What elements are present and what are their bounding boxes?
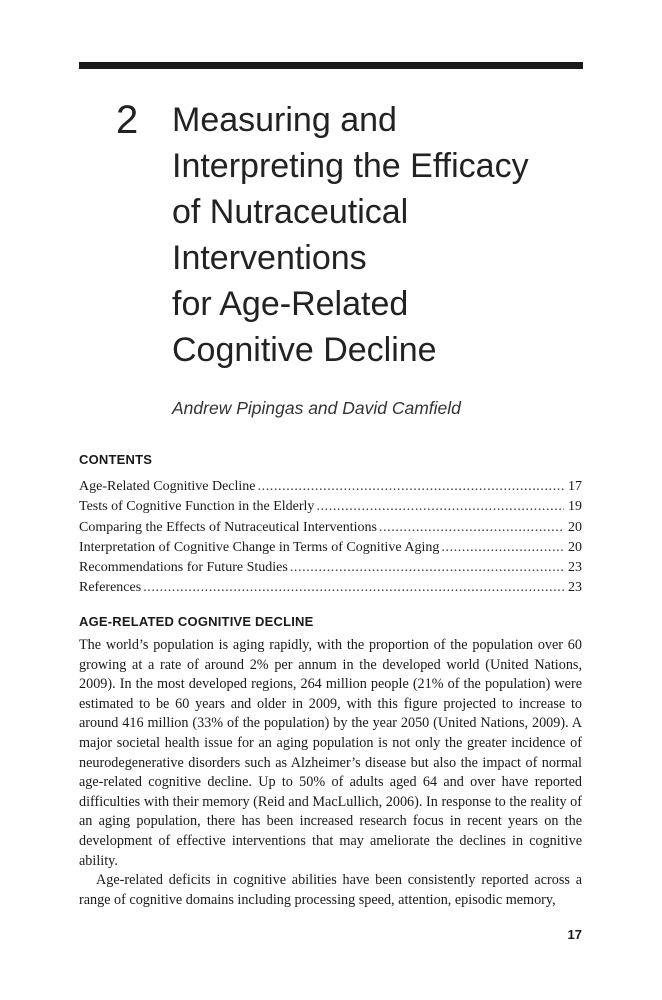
page-number: 17 xyxy=(567,927,582,942)
toc-entry-page: 19 xyxy=(568,499,582,515)
title-line: for Age-Related xyxy=(172,285,409,323)
title-line: Interventions xyxy=(172,239,367,277)
toc-entry[interactable] xyxy=(79,558,582,578)
section-heading: AGE-RELATED COGNITIVE DECLINE xyxy=(79,614,314,629)
toc-entry-title: References xyxy=(79,580,142,596)
table-of-contents xyxy=(79,477,582,599)
toc-entry[interactable] xyxy=(79,578,582,598)
toc-entry-page: 20 xyxy=(568,519,582,535)
chapter-title xyxy=(172,97,592,373)
toc-leader xyxy=(316,497,564,517)
toc-leader xyxy=(143,578,564,598)
toc-entry-title: Recommendations for Future Studies xyxy=(79,560,288,576)
chapter-number: 2 xyxy=(116,98,139,142)
title-line: Measuring and xyxy=(172,101,397,139)
toc-entry-page: 17 xyxy=(568,479,582,494)
toc-entry-title: Age-Related Cognitive Decline xyxy=(79,479,256,494)
title-line: of Nutraceutical xyxy=(172,193,409,231)
toc-entry-title: Interpretation of Cognitive Change in Terms of Cognitive Aging xyxy=(79,539,440,555)
toc-entry-title: Comparing the Effects of Nutraceutical Interventions xyxy=(79,519,377,535)
toc-entry-page: 20 xyxy=(568,539,582,555)
toc-leader xyxy=(441,538,564,558)
body-paragraph: The world’s population is aging rapidly, with the proportion of the population over 60 growing at a rate of around 2% per annum in the developed world (United Nations, 2009). In the most developed regions, 264 million people (21% of the population) were estimated to be 60 years and older in 2009, with this figure projected to increase to around 416 million (33% of the population) by the year 2050 (United Nations, 2009). A major societal health issue for an aging population is not only the greater incidence of neurodegenerative disorders such as Alzheimer’s disease but also the impact of normal age-related cognitive decline. Up to 50% of adults aged 64 and over have reported difficulties with their memory (Reid and MacLullich, 2006). In response to the reality of an aging population, there has been increased research focus in recent years on the development of effective interventions that may ameliorate the declines in cognitive ability. xyxy=(79,637,582,869)
title-line: Cognitive Decline xyxy=(172,331,437,369)
toc-entry-page: 23 xyxy=(568,580,582,596)
toc-leader xyxy=(258,477,565,497)
section-body xyxy=(79,636,582,910)
chapter-authors: Andrew Pipingas and David Camfield xyxy=(172,398,461,418)
title-line: Interpreting the Efficacy xyxy=(172,147,529,185)
contents-heading: CONTENTS xyxy=(79,452,153,467)
toc-entry[interactable] xyxy=(79,497,582,517)
toc-entry-page: 23 xyxy=(568,560,582,576)
toc-entry-title: Tests of Cognitive Function in the Elderly xyxy=(79,499,315,515)
body-paragraph: Age-related deficits in cognitive abilities have been consistently reported across a range of cognitive domains including processing speed, attention, episodic memory, xyxy=(79,872,582,908)
toc-entry[interactable] xyxy=(79,477,582,497)
toc-leader xyxy=(290,558,564,578)
toc-entry[interactable] xyxy=(79,518,582,538)
top-rule xyxy=(79,62,583,69)
toc-entry[interactable] xyxy=(79,538,582,558)
toc-leader xyxy=(379,518,564,538)
